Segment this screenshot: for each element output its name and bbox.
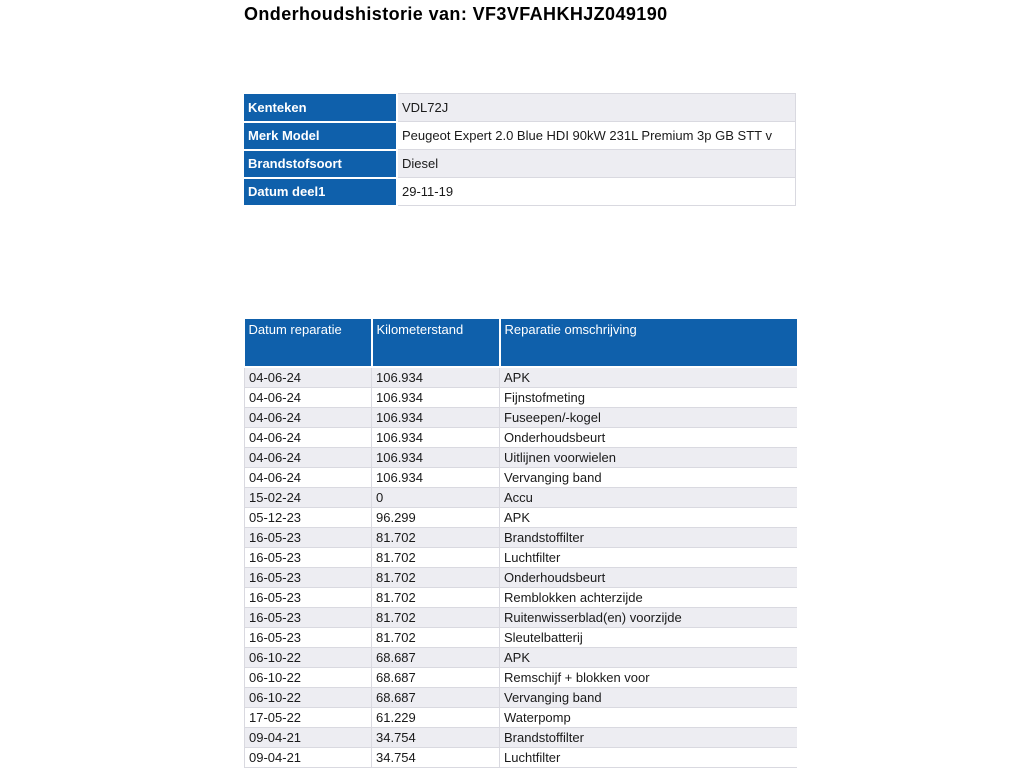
table-row bbox=[245, 407, 797, 427]
cell-datum-reparatie: 16-05-23 bbox=[245, 607, 372, 627]
cell-kilometerstand: 68.687 bbox=[372, 667, 500, 687]
cell-reparatie-omschrijving: APK bbox=[500, 647, 797, 667]
cell-reparatie-omschrijving: Brandstoffilter bbox=[500, 727, 797, 747]
cell-datum-reparatie: 16-05-23 bbox=[245, 547, 372, 567]
cell-reparatie-omschrijving: Fuseepen/-kogel bbox=[500, 407, 797, 427]
cell-datum-reparatie: 06-10-22 bbox=[245, 647, 372, 667]
cell-reparatie-omschrijving: Ruitenwisserblad(en) voorzijde bbox=[500, 607, 797, 627]
table-row bbox=[245, 427, 797, 447]
cell-datum-reparatie: 17-05-22 bbox=[245, 707, 372, 727]
table-row bbox=[245, 607, 797, 627]
table-row bbox=[245, 687, 797, 707]
cell-reparatie-omschrijving: Vervanging band bbox=[500, 467, 797, 487]
cell-reparatie-omschrijving: Onderhoudsbeurt bbox=[500, 427, 797, 447]
info-value: Diesel bbox=[397, 150, 796, 178]
cell-reparatie-omschrijving: Luchtfilter bbox=[500, 747, 797, 767]
cell-kilometerstand: 81.702 bbox=[372, 547, 500, 567]
cell-reparatie-omschrijving: Fijnstofmeting bbox=[500, 387, 797, 407]
cell-reparatie-omschrijving: Waterpomp bbox=[500, 707, 797, 727]
table-row bbox=[245, 547, 797, 567]
cell-kilometerstand: 81.702 bbox=[372, 567, 500, 587]
cell-datum-reparatie: 09-04-21 bbox=[245, 747, 372, 767]
table-row bbox=[245, 627, 797, 647]
cell-kilometerstand: 106.934 bbox=[372, 467, 500, 487]
header-row bbox=[245, 319, 797, 367]
info-value: VDL72J bbox=[397, 94, 796, 122]
cell-datum-reparatie: 05-12-23 bbox=[245, 507, 372, 527]
cell-reparatie-omschrijving: Accu bbox=[500, 487, 797, 507]
info-row bbox=[244, 94, 796, 122]
cell-datum-reparatie: 16-05-23 bbox=[245, 527, 372, 547]
info-label: Kenteken bbox=[244, 94, 397, 122]
info-label: Merk Model bbox=[244, 122, 397, 150]
cell-datum-reparatie: 16-05-23 bbox=[245, 587, 372, 607]
cell-reparatie-omschrijving: Remschijf + blokken voor bbox=[500, 667, 797, 687]
cell-kilometerstand: 96.299 bbox=[372, 507, 500, 527]
cell-datum-reparatie: 15-02-24 bbox=[245, 487, 372, 507]
info-label: Datum deel1 bbox=[244, 178, 397, 206]
table-row bbox=[245, 467, 797, 487]
cell-reparatie-omschrijving: Brandstoffilter bbox=[500, 527, 797, 547]
table-row bbox=[245, 587, 797, 607]
table-row bbox=[245, 567, 797, 587]
repair-table-header bbox=[245, 319, 797, 367]
cell-kilometerstand: 106.934 bbox=[372, 407, 500, 427]
cell-datum-reparatie: 04-06-24 bbox=[245, 467, 372, 487]
table-row bbox=[245, 727, 797, 747]
cell-kilometerstand: 68.687 bbox=[372, 687, 500, 707]
cell-kilometerstand: 61.229 bbox=[372, 707, 500, 727]
cell-kilometerstand: 81.702 bbox=[372, 527, 500, 547]
cell-datum-reparatie: 09-04-21 bbox=[245, 727, 372, 747]
cell-datum-reparatie: 04-06-24 bbox=[245, 427, 372, 447]
cell-reparatie-omschrijving: Luchtfilter bbox=[500, 547, 797, 567]
info-label: Brandstofsoort bbox=[244, 150, 397, 178]
table-row bbox=[245, 747, 797, 767]
table-row bbox=[245, 507, 797, 527]
cell-reparatie-omschrijving: APK bbox=[500, 367, 797, 387]
cell-datum-reparatie: 04-06-24 bbox=[245, 407, 372, 427]
cell-kilometerstand: 106.934 bbox=[372, 387, 500, 407]
table-row bbox=[245, 667, 797, 687]
info-value: Peugeot Expert 2.0 Blue HDI 90kW 231L Premium 3p GB STT v bbox=[397, 122, 796, 150]
cell-kilometerstand: 106.934 bbox=[372, 427, 500, 447]
cell-datum-reparatie: 04-06-24 bbox=[245, 447, 372, 467]
info-row bbox=[244, 178, 796, 206]
cell-datum-reparatie: 06-10-22 bbox=[245, 667, 372, 687]
cell-kilometerstand: 81.702 bbox=[372, 627, 500, 647]
cell-datum-reparatie: 04-06-24 bbox=[245, 387, 372, 407]
cell-reparatie-omschrijving: Vervanging band bbox=[500, 687, 797, 707]
cell-datum-reparatie: 16-05-23 bbox=[245, 567, 372, 587]
cell-kilometerstand: 0 bbox=[372, 487, 500, 507]
table-row bbox=[245, 707, 797, 727]
info-value: 29-11-19 bbox=[397, 178, 796, 206]
cell-kilometerstand: 68.687 bbox=[372, 647, 500, 667]
table-row bbox=[245, 527, 797, 547]
table-row bbox=[245, 367, 797, 387]
cell-reparatie-omschrijving: Sleutelbatterij bbox=[500, 627, 797, 647]
cell-reparatie-omschrijving: Uitlijnen voorwielen bbox=[500, 447, 797, 467]
cell-kilometerstand: 106.934 bbox=[372, 447, 500, 467]
cell-reparatie-omschrijving: Onderhoudsbeurt bbox=[500, 567, 797, 587]
cell-kilometerstand: 34.754 bbox=[372, 747, 500, 767]
page-title: Onderhoudshistorie van: VF3VFAHKHJZ049190 bbox=[244, 4, 668, 24]
table-row bbox=[245, 647, 797, 667]
info-row bbox=[244, 150, 796, 178]
column-header-reparatie-omschrijving: Reparatie omschrijving bbox=[500, 319, 797, 367]
cell-datum-reparatie: 16-05-23 bbox=[245, 627, 372, 647]
repair-table-body bbox=[245, 367, 797, 767]
cell-datum-reparatie: 06-10-22 bbox=[245, 687, 372, 707]
table-row bbox=[245, 387, 797, 407]
column-header-datum-reparatie: Datum reparatie bbox=[245, 319, 372, 367]
cell-kilometerstand: 34.754 bbox=[372, 727, 500, 747]
cell-kilometerstand: 81.702 bbox=[372, 587, 500, 607]
repair-table bbox=[244, 319, 797, 768]
cell-reparatie-omschrijving: Remblokken achterzijde bbox=[500, 587, 797, 607]
cell-kilometerstand: 106.934 bbox=[372, 367, 500, 387]
table-row bbox=[245, 487, 797, 507]
cell-kilometerstand: 81.702 bbox=[372, 607, 500, 627]
cell-reparatie-omschrijving: APK bbox=[500, 507, 797, 527]
column-header-kilometerstand: Kilometerstand bbox=[372, 319, 500, 367]
table-row bbox=[245, 447, 797, 467]
cell-datum-reparatie: 04-06-24 bbox=[245, 367, 372, 387]
info-row bbox=[244, 122, 796, 150]
vehicle-info-body bbox=[244, 94, 796, 206]
vehicle-info-table bbox=[244, 93, 796, 207]
